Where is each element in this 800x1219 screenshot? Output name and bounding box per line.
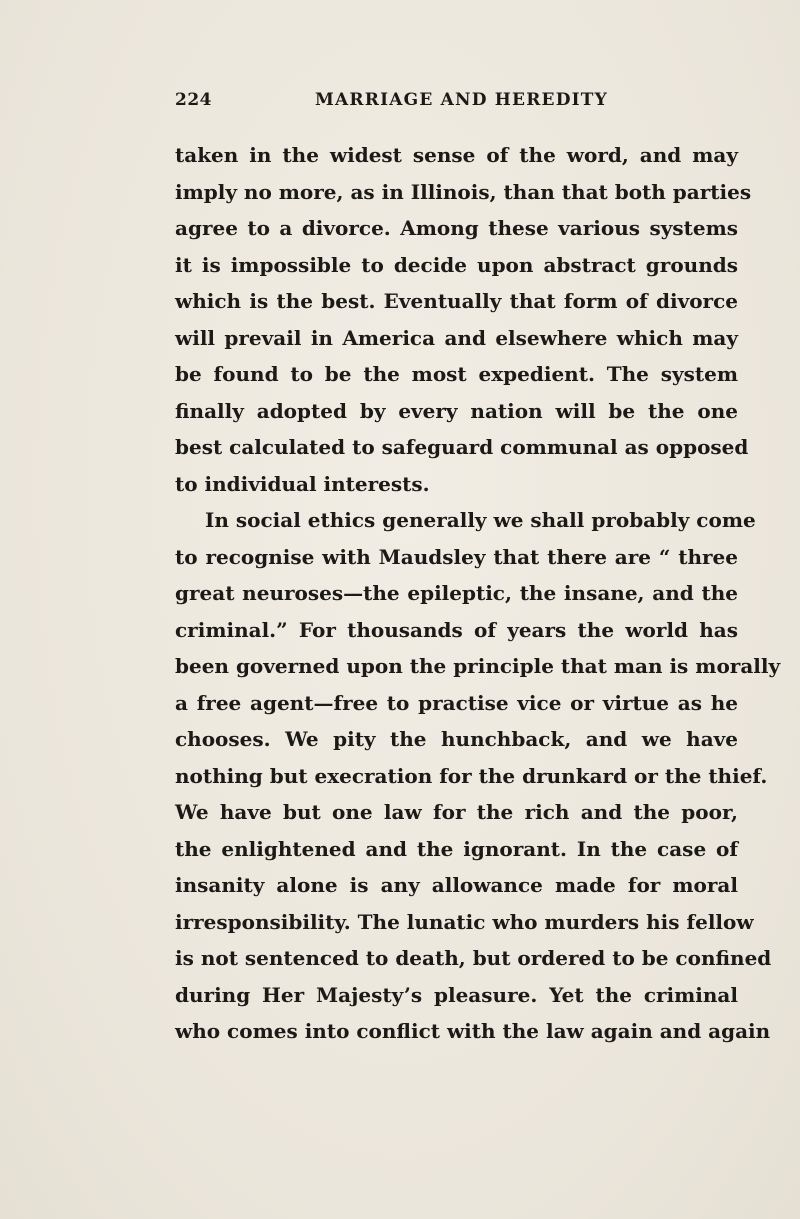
text-line: is not sentenced to death, but ordered to be confined: [175, 946, 772, 970]
text-line: taken in the widest sense of the word, and may: [175, 143, 738, 167]
text-line: best calculated to safeguard communal as opposed: [175, 435, 749, 459]
text-line: been governed upon the principle that man is morally: [175, 654, 781, 678]
text-line: it is impossible to decide upon abstract grounds: [175, 252, 738, 277]
text-line: In social ethics generally we shall probably come: [205, 508, 756, 532]
text-line: be found to be the most expedient. The system: [175, 362, 738, 386]
text-line: who comes into conflict with the law again and again: [175, 1019, 771, 1043]
text-line: imply no more, as in Illinois, than that both parties: [175, 179, 752, 204]
text-line: agree to a divorce. Among these various systems: [175, 216, 738, 240]
text-line: We have but one law for the rich and the poor,: [175, 800, 738, 824]
page-number: 224: [175, 90, 212, 110]
text-line: irresponsibility. The lunatic who murders his fellow: [175, 909, 754, 934]
text-line: insanity alone is any allowance made for moral: [175, 873, 738, 897]
text-line: to individual interests.: [175, 471, 430, 496]
text-line: the enlightened and the ignorant. In the case of: [175, 836, 738, 861]
text-line: great neuroses—the epileptic, the insane, and the: [175, 581, 738, 605]
text-line: nothing but execration for the drunkard or the thief.: [175, 763, 768, 788]
text-line: finally adopted by every nation will be the one: [175, 398, 738, 423]
text-line: criminal.” For thousands of years the world has: [175, 617, 738, 642]
text-line: a free agent—free to practise vice or virtue as he: [175, 690, 738, 715]
text-line: will prevail in America and elsewhere which may: [175, 325, 738, 350]
running-head: [175, 90, 738, 118]
text-line: during Her Majesty’s pleasure. Yet the criminal: [175, 982, 738, 1007]
page-header-title: MARRIAGE AND HEREDITY: [315, 90, 608, 110]
text-line: chooses. We pity the hunchback, and we have: [175, 727, 738, 751]
body-text: [175, 137, 781, 1050]
text-line: which is the best. Eventually that form of divorce: [175, 289, 738, 313]
text-line: to recognise with Maudsley that there are “ three: [175, 544, 738, 569]
